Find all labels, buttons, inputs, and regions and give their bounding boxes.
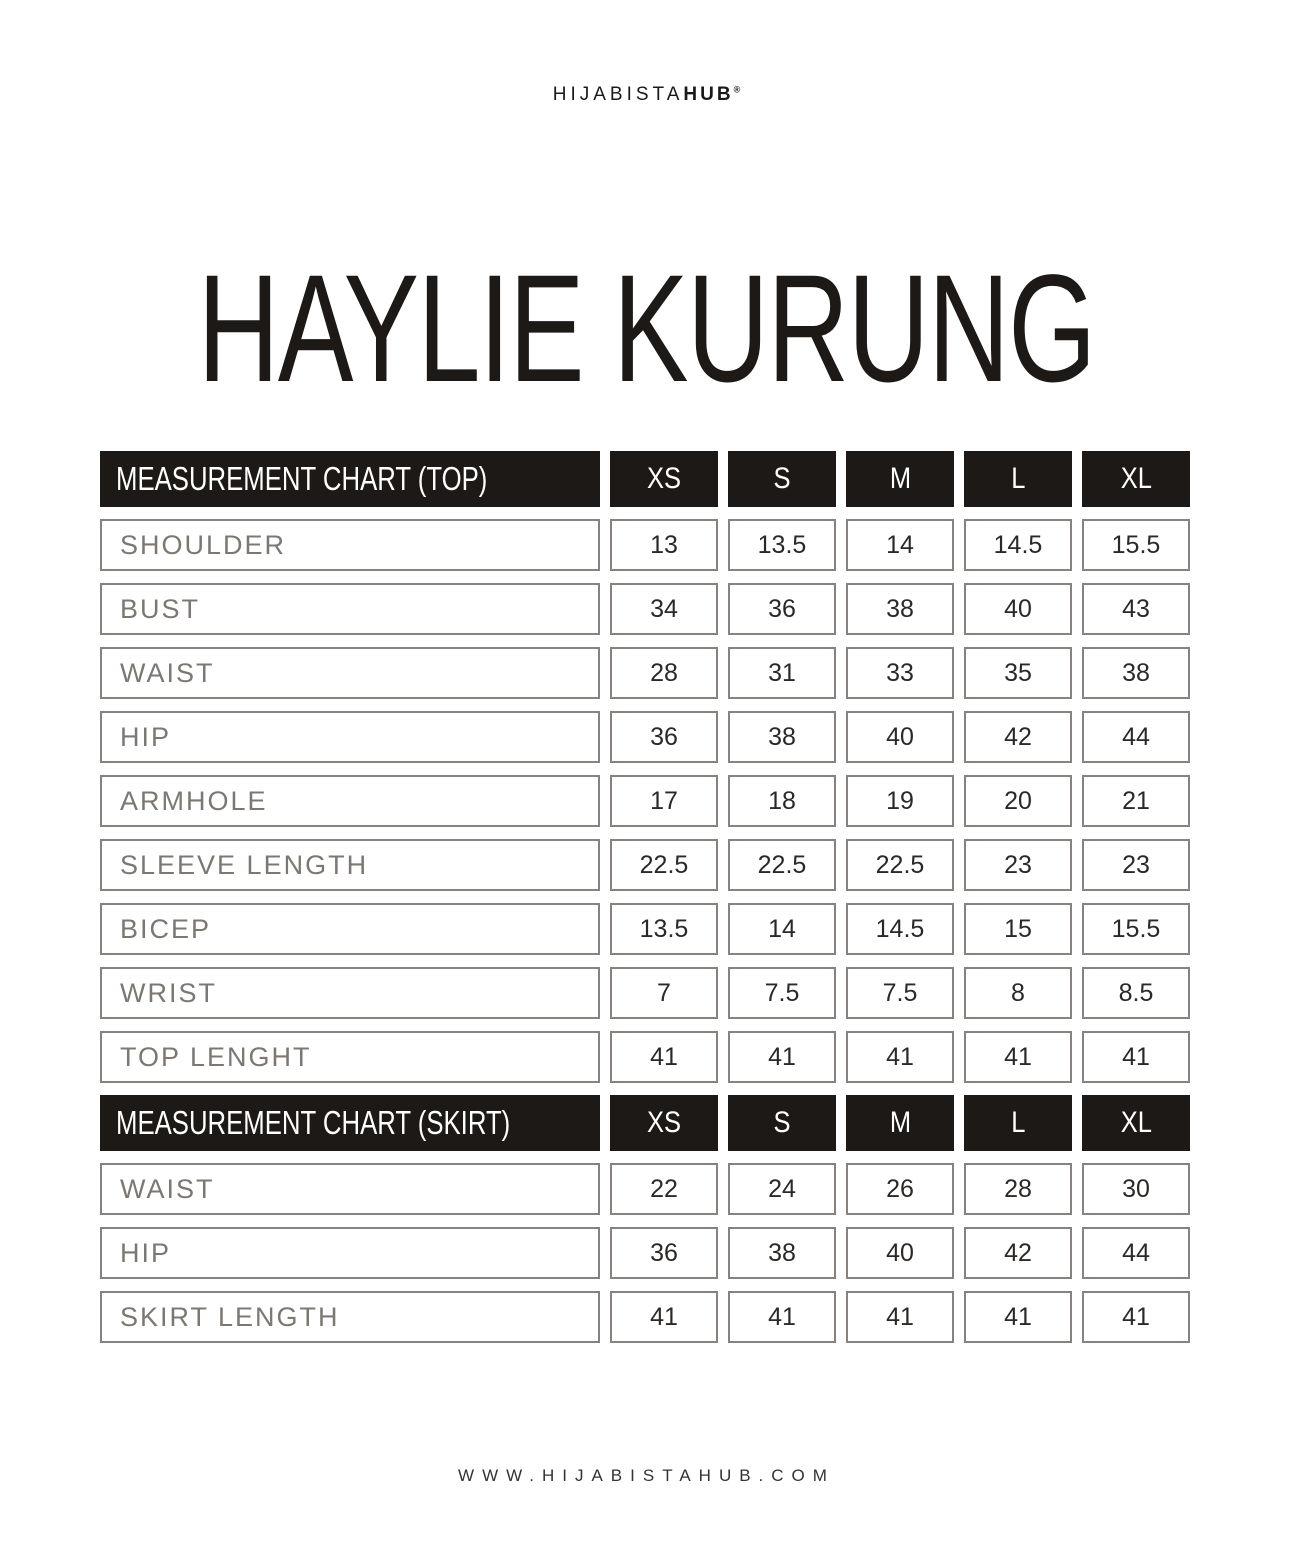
value-cell: 26 bbox=[846, 1163, 954, 1215]
table-header-skirt bbox=[100, 1095, 600, 1151]
size-header-label: M bbox=[889, 1106, 911, 1139]
measurement-label: BICEP bbox=[100, 903, 600, 955]
value-cell: 13 bbox=[610, 519, 718, 571]
value-cell: 30 bbox=[1082, 1163, 1190, 1215]
size-header-label: M bbox=[889, 462, 911, 495]
table-header-skirt-label: MEASUREMENT CHART (SKIRT) bbox=[116, 1104, 511, 1141]
value-cell: 41 bbox=[610, 1291, 718, 1343]
value-cell: 7 bbox=[610, 967, 718, 1019]
value-cell: 41 bbox=[846, 1291, 954, 1343]
value-cell: 43 bbox=[1082, 583, 1190, 635]
value-cell: 14 bbox=[846, 519, 954, 571]
value-cell: 31 bbox=[728, 647, 836, 699]
size-header-xs bbox=[610, 451, 718, 507]
value-cell: 41 bbox=[610, 1031, 718, 1083]
value-cell: 40 bbox=[846, 711, 954, 763]
value-cell: 14.5 bbox=[964, 519, 1072, 571]
value-cell: 20 bbox=[964, 775, 1072, 827]
value-cell: 41 bbox=[728, 1291, 836, 1343]
measurement-label: WAIST bbox=[100, 1163, 600, 1215]
value-cell: 13.5 bbox=[610, 903, 718, 955]
value-cell: 22.5 bbox=[846, 839, 954, 891]
value-cell: 19 bbox=[846, 775, 954, 827]
measurement-label: HIP bbox=[100, 1227, 600, 1279]
measurement-label: WAIST bbox=[100, 647, 600, 699]
size-header-label: L bbox=[1010, 462, 1026, 495]
measurement-label: TOP LENGHT bbox=[100, 1031, 600, 1083]
measurement-label: SLEEVE LENGTH bbox=[100, 839, 600, 891]
brand-logo-light: HIJABISTA bbox=[552, 84, 684, 105]
size-header-label: XS bbox=[646, 462, 682, 495]
size-header-m bbox=[846, 1095, 954, 1151]
brand-logo bbox=[0, 84, 1293, 106]
value-cell: 21 bbox=[1082, 775, 1190, 827]
value-cell: 28 bbox=[610, 647, 718, 699]
size-header-m bbox=[846, 451, 954, 507]
value-cell: 18 bbox=[728, 775, 836, 827]
value-cell: 22.5 bbox=[610, 839, 718, 891]
measurement-tables bbox=[100, 451, 1190, 1343]
value-cell: 15 bbox=[964, 903, 1072, 955]
value-cell: 38 bbox=[846, 583, 954, 635]
value-cell: 38 bbox=[728, 711, 836, 763]
value-cell: 33 bbox=[846, 647, 954, 699]
value-cell: 42 bbox=[964, 1227, 1072, 1279]
value-cell: 7.5 bbox=[728, 967, 836, 1019]
value-cell: 41 bbox=[1082, 1291, 1190, 1343]
value-cell: 40 bbox=[846, 1227, 954, 1279]
size-header-s bbox=[728, 1095, 836, 1151]
value-cell: 42 bbox=[964, 711, 1072, 763]
registered-trademark-symbol: ® bbox=[733, 84, 741, 95]
brand-logo-bold: HUB bbox=[683, 84, 734, 105]
value-cell: 7.5 bbox=[846, 967, 954, 1019]
value-cell: 22.5 bbox=[728, 839, 836, 891]
size-header-xl bbox=[1082, 451, 1190, 507]
value-cell: 36 bbox=[728, 583, 836, 635]
value-cell: 41 bbox=[964, 1031, 1072, 1083]
value-cell: 38 bbox=[1082, 647, 1190, 699]
value-cell: 36 bbox=[610, 1227, 718, 1279]
value-cell: 36 bbox=[610, 711, 718, 763]
value-cell: 23 bbox=[1082, 839, 1190, 891]
size-header-l bbox=[964, 1095, 1072, 1151]
table-header-top-label: MEASUREMENT CHART (TOP) bbox=[116, 460, 488, 497]
value-cell: 44 bbox=[1082, 711, 1190, 763]
value-cell: 15.5 bbox=[1082, 519, 1190, 571]
measurement-label: BUST bbox=[100, 583, 600, 635]
value-cell: 13.5 bbox=[728, 519, 836, 571]
website-url: WWW.HIJABISTAHUB.COM bbox=[458, 1466, 835, 1485]
measurement-label: SKIRT LENGTH bbox=[100, 1291, 600, 1343]
value-cell: 14.5 bbox=[846, 903, 954, 955]
size-header-label: XS bbox=[646, 1106, 682, 1139]
size-header-label: XL bbox=[1120, 1106, 1152, 1139]
value-cell: 40 bbox=[964, 583, 1072, 635]
value-cell: 14 bbox=[728, 903, 836, 955]
size-header-xs bbox=[610, 1095, 718, 1151]
value-cell: 24 bbox=[728, 1163, 836, 1215]
table-header-top bbox=[100, 451, 600, 507]
size-header-s bbox=[728, 451, 836, 507]
size-header-xl bbox=[1082, 1095, 1190, 1151]
value-cell: 44 bbox=[1082, 1227, 1190, 1279]
size-header-label: S bbox=[773, 462, 791, 495]
value-cell: 41 bbox=[964, 1291, 1072, 1343]
size-header-label: L bbox=[1010, 1106, 1026, 1139]
measurement-label: SHOULDER bbox=[100, 519, 600, 571]
value-cell: 41 bbox=[1082, 1031, 1190, 1083]
value-cell: 23 bbox=[964, 839, 1072, 891]
size-header-label: XL bbox=[1120, 462, 1152, 495]
value-cell: 35 bbox=[964, 647, 1072, 699]
value-cell: 8.5 bbox=[1082, 967, 1190, 1019]
size-header-label: S bbox=[773, 1106, 791, 1139]
product-title-text: HAYLIE KURUNG bbox=[197, 243, 1096, 414]
value-cell: 41 bbox=[846, 1031, 954, 1083]
value-cell: 38 bbox=[728, 1227, 836, 1279]
value-cell: 28 bbox=[964, 1163, 1072, 1215]
measurement-label: ARMHOLE bbox=[100, 775, 600, 827]
value-cell: 8 bbox=[964, 967, 1072, 1019]
size-header-l bbox=[964, 451, 1072, 507]
value-cell: 17 bbox=[610, 775, 718, 827]
measurement-label: WRIST bbox=[100, 967, 600, 1019]
value-cell: 22 bbox=[610, 1163, 718, 1215]
value-cell: 34 bbox=[610, 583, 718, 635]
value-cell: 15.5 bbox=[1082, 903, 1190, 955]
measurement-label: HIP bbox=[100, 711, 600, 763]
product-title bbox=[0, 243, 1293, 414]
value-cell: 41 bbox=[728, 1031, 836, 1083]
